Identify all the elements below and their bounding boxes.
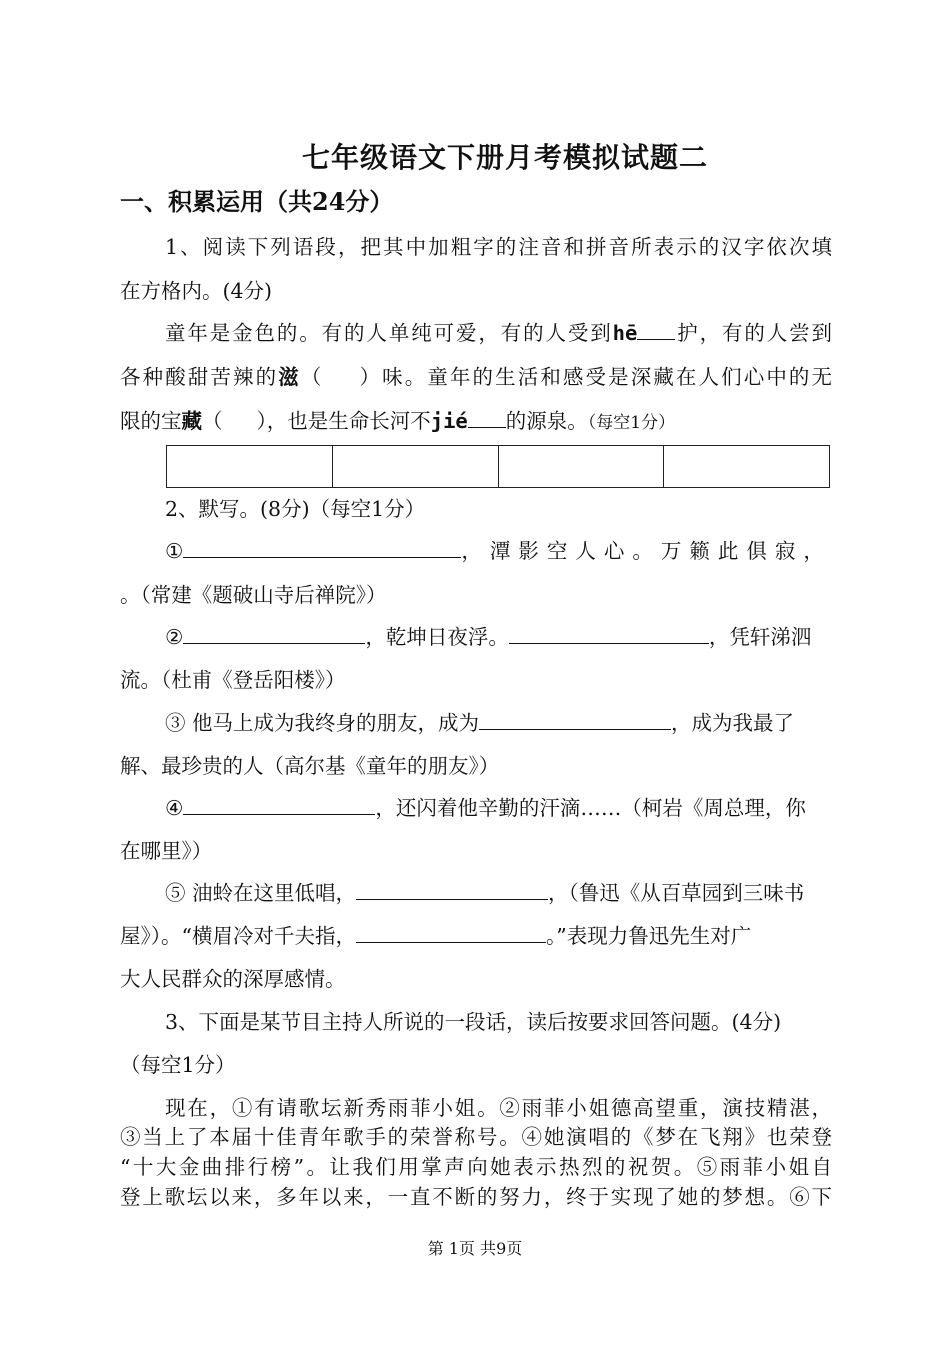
answer-box[interactable]: [332, 446, 498, 488]
answer-boxes: [166, 445, 830, 488]
item-text: 。”表现力鲁迅先生对广: [545, 924, 752, 948]
item-text: ，还闪着他辛勤的汗滴……（柯岩《周总理，你: [375, 796, 806, 820]
answer-box[interactable]: [664, 446, 830, 488]
q2-item-1: [165, 534, 832, 564]
passage-text: 限的宝: [120, 409, 182, 433]
answer-blank[interactable]: [468, 409, 506, 428]
paren-open: （: [300, 365, 324, 389]
q2-item-4-source: 在哪里》）: [120, 839, 213, 863]
item-text: ③ 他马上成为我终身的朋友，成为: [165, 711, 480, 735]
answer-box[interactable]: [167, 446, 333, 488]
q2-item-2-source: 流。（杜甫《登岳阳楼》）: [120, 668, 346, 692]
q3-heading: 3、下面是某节目主持人所说的一段话，读后按要求回答问题。(4分): [165, 1010, 782, 1034]
q2-heading: 2、默写。(8分)（每空1分）: [165, 497, 426, 521]
item-number: ①: [165, 539, 184, 563]
passage-text: 童年是金色的。有的人单纯可爱，有的人受到: [165, 321, 613, 345]
answer-box[interactable]: [498, 446, 664, 488]
section-heading: 一、积累运用（共24分）: [120, 187, 394, 216]
q2-item-3: [165, 706, 832, 736]
item-text: ，（鲁迅《从百草园到三味书: [548, 881, 805, 905]
q2-item-5-cont: [120, 919, 832, 949]
item-text: ，乾坤日夜浮。: [365, 625, 509, 649]
page-title: 七年级语文下册月考模拟试题二: [301, 141, 708, 174]
pinyin-jie: jié: [430, 409, 468, 433]
answer-blank[interactable]: [183, 539, 461, 558]
q1-passage-line: [120, 360, 832, 390]
q2-item-5-end: 大人民群众的深厚感情。: [120, 967, 346, 991]
q3-passage-line: ③当上了本届十佳青年歌手的荣誉称号。④她演唱的《梦在飞翔》也荣登: [120, 1125, 832, 1149]
passage-text: 的源泉。: [505, 409, 588, 433]
answer-blank[interactable]: [479, 711, 671, 730]
item-number: ④: [165, 796, 184, 820]
q3-passage-line: 现在，①有请歌坛新秀雨菲小姐。②雨菲小姐德高望重，演技精湛，: [165, 1096, 832, 1120]
q3-note: （每空1分）: [120, 1053, 236, 1077]
q1-instruction: 1、阅读下列语段，把其中加粗字的注音和拼音所表示的汉字依次填: [165, 235, 832, 259]
page-footer: 第 1页 共9页: [427, 1239, 523, 1258]
answer-blank[interactable]: [183, 796, 375, 815]
paren-close: ）: [256, 409, 267, 433]
item-text: 屋》）。“横眉冷对千夫指，: [120, 924, 356, 948]
bold-char-zang: 藏: [181, 409, 202, 433]
answer-blank[interactable]: [356, 881, 548, 900]
pinyin-he: hē: [612, 321, 638, 345]
q2-item-3-source: 解、最珍贵的人（高尔基《童年的朋友》）: [120, 754, 500, 778]
paren-open: （: [202, 409, 223, 433]
answer-blank[interactable]: [183, 625, 365, 644]
bold-char-zi: 滋: [278, 365, 301, 389]
item-text: ，潭影空人心。万籁此俱寂，: [461, 539, 832, 563]
q3-passage-line: “十大金曲排行榜”。让我们用掌声向她表示热烈的祝贺。⑤雨菲小姐自: [120, 1155, 832, 1179]
q2-item-4: [165, 791, 832, 821]
paren-close: ）: [357, 365, 383, 389]
item-text: ，成为我最了: [671, 711, 795, 735]
q3-passage-line: 登上歌坛以来，多年以来，一直不断的努力，终于实现了她的梦想。⑥下: [120, 1185, 832, 1209]
passage-text: 各种酸甜苦辣的: [120, 365, 279, 389]
q2-item-2: [165, 620, 832, 650]
score-note: （每空1分）: [587, 413, 676, 433]
q1-passage-line: [120, 404, 832, 434]
q2-item-5: [165, 876, 832, 906]
answer-blank[interactable]: [509, 625, 709, 644]
passage-text: 味。童年的生活和感受是深藏在人们心中的无: [382, 365, 833, 389]
item-number: ②: [165, 625, 184, 649]
item-text: ⑤ 油蛉在这里低唱，: [165, 881, 357, 905]
q1-instruction-cont: 在方格内。(4分): [120, 279, 273, 303]
passage-text: 护，有的人尝到: [675, 321, 833, 345]
answer-blank[interactable]: [356, 924, 546, 943]
q2-item-1-source: 。（常建《题破山寺后禅院》）: [120, 583, 387, 607]
passage-text: ，也是生命长河不: [266, 409, 431, 433]
answer-blank[interactable]: [637, 321, 675, 340]
q1-passage-line: [165, 316, 832, 346]
item-text: ，凭轩涕泗: [708, 625, 812, 649]
